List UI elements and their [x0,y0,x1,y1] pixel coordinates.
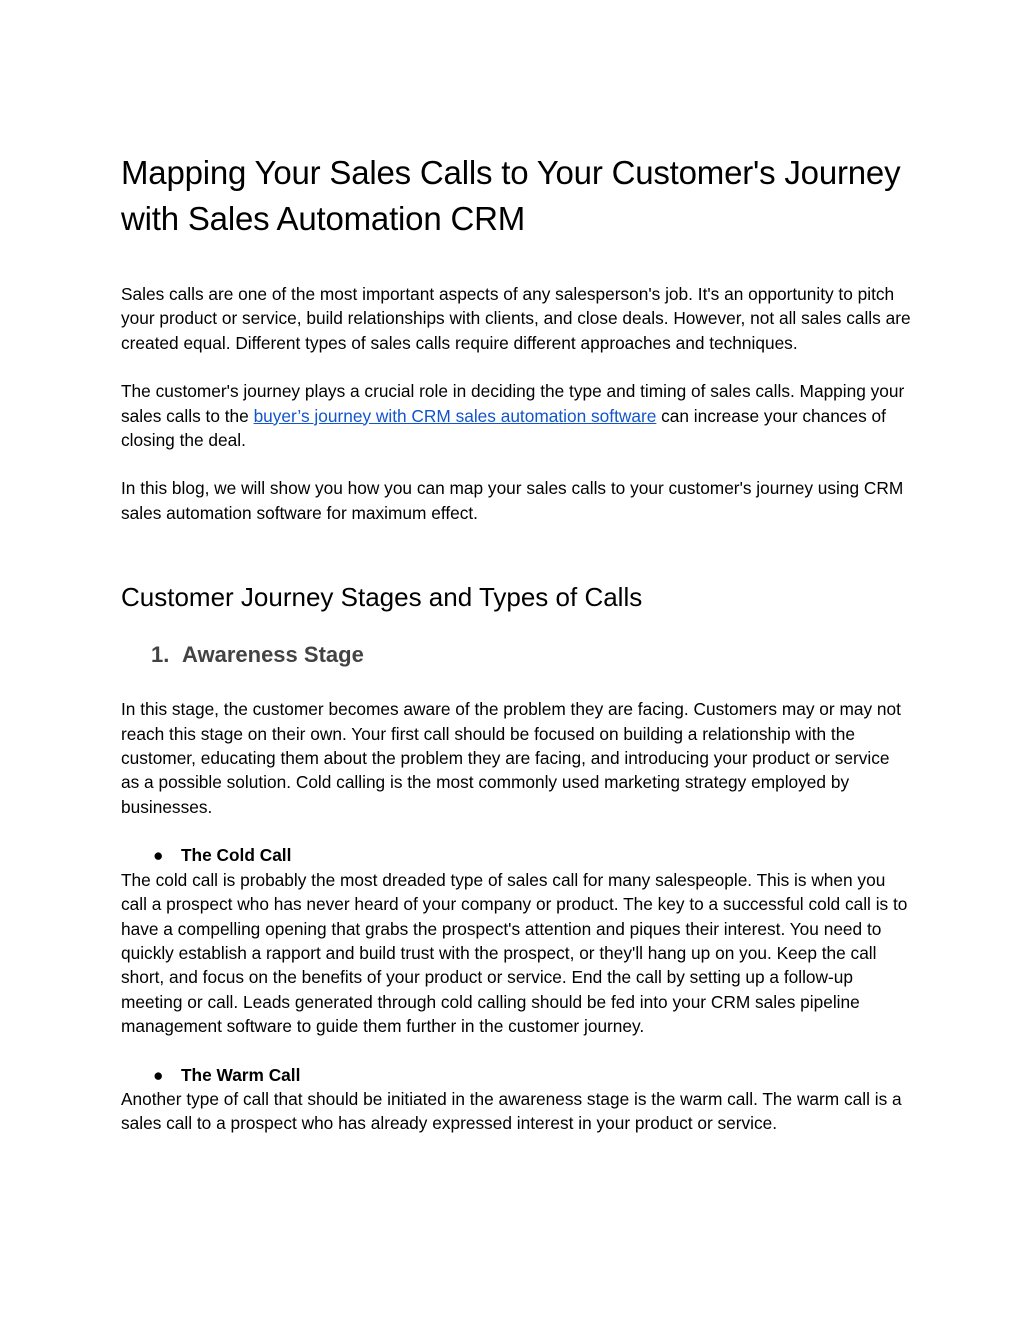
stage-heading-label: Awareness Stage [182,642,364,668]
intro-paragraph-2 [121,379,911,452]
cold-call-heading [121,843,911,867]
cold-call-heading-label: The Cold Call [181,845,292,866]
intro-paragraph-2-text-after: can increase your chances of closing the deal. [121,405,886,451]
intro-paragraph-3: In this blog, we will show you how you can map your sales calls to your customer's journey using CRM sales automation software for maximum effect. [121,478,904,523]
page-title: Mapping Your Sales Calls to Your Customer's Journey with Sales Automation CRM [121,154,901,237]
document-page [121,150,911,1136]
section-heading: Customer Journey Stages and Types of Calls [121,582,643,613]
intro-paragraph-1: Sales calls are one of the most important aspects of any salesperson's job. It's an opportunity to pitch your product or service, build relationships with clients, and close deals. However, not all sales calls are created equal. Different types of sales calls require different approaches and techniques. [121,284,911,353]
awareness-stage-paragraph: In this stage, the customer becomes aware of the problem they are facing. Customers may or may not reach this stage on their own. Your first call should be focused on building a relationship with the customer, educating them about the problem they are facing, and introducing your product or service as a possible solution. Cold calling is the most commonly used marketing strategy employed by businesses. [121,699,901,817]
stage-heading-awareness [121,640,911,670]
bullet-icon: ● [153,1064,164,1085]
cold-call-paragraph: The cold call is probably the most dreaded type of sales call for many salespeople. This is when you call a prospect who has never heard of your company or product. The key to a successful cold call is to have a compelling opening that grabs the prospect's attention and piques their interest. You need to quickly establish a rapport and build trust with the prospect, or they'll hang up on you. Keep the call short, and focus on the benefits of your product or service. End the call by setting up a follow-up meeting or call. Leads generated through cold calling should be fed into your CRM sales pipeline management software to guide them further in the customer journey. [121,869,908,1037]
stage-number: 1. [151,642,170,668]
intro-paragraph-2-text-before: The customer's journey plays a crucial role in deciding the type and timing of sales calls. Mapping your sales calls to the [121,381,905,426]
warm-call-paragraph: Another type of call that should be initiated in the awareness stage is the warm call. The warm call is a sales call to a prospect who has already expressed interest in your product or service. [121,1088,902,1134]
warm-call-heading-label: The Warm Call [181,1064,301,1085]
bullet-icon: ● [153,845,164,866]
crm-sales-automation-link[interactable]: buyer’s journey with CRM sales automation software [253,405,657,426]
warm-call-heading [121,1063,911,1087]
